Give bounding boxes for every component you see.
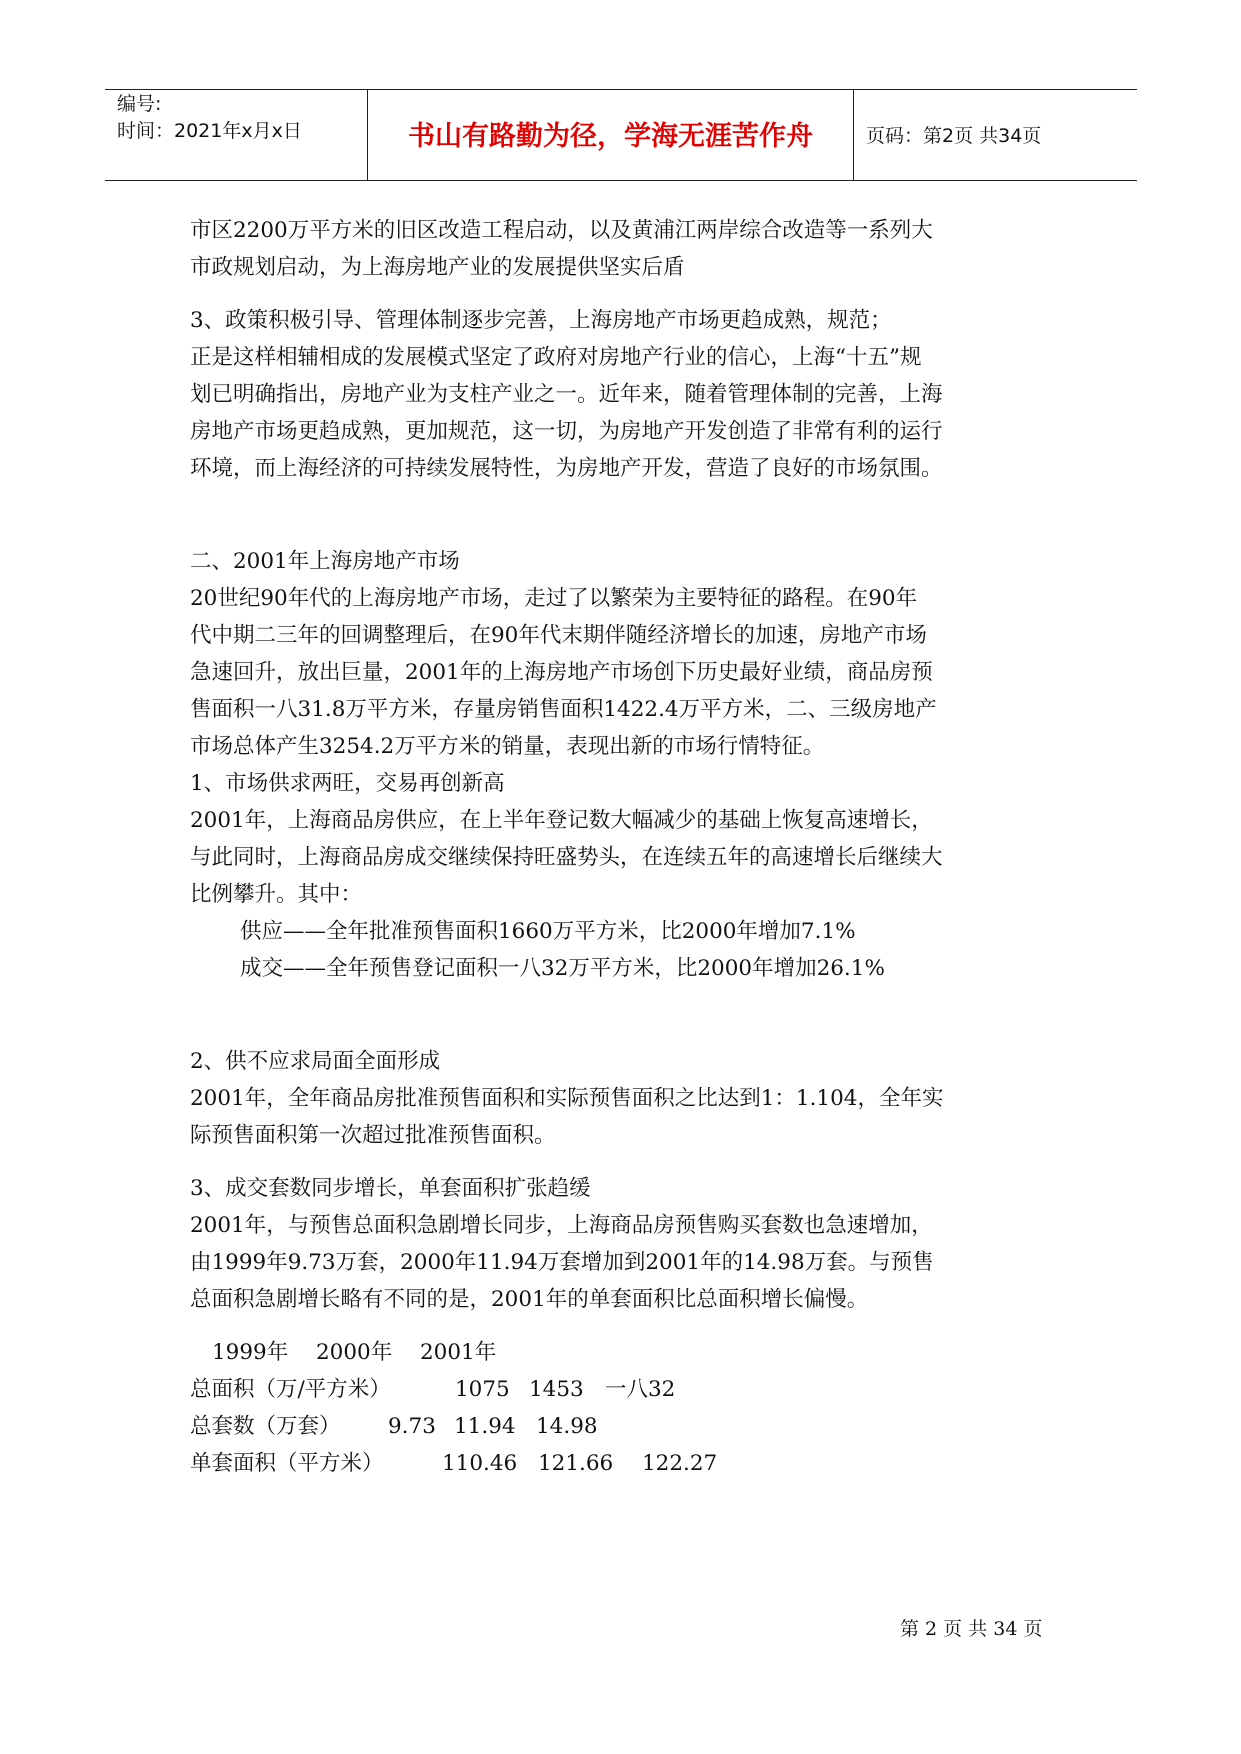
header-motto: 书山有路勤为径，学海无涯苦作舟 (408, 121, 813, 152)
housing-data-table (190, 1334, 1070, 1482)
section-heading: 3、政策积极引导、管理体制逐步完善，上海房地产市场更趋成熟，规范； (190, 308, 892, 333)
paragraph-line: 际预售面积第一次超过批准预售面积。 (190, 1123, 556, 1148)
row-label: 总套数（万套） (190, 1414, 341, 1439)
row-label: 总面积（万/平方米） (190, 1377, 391, 1402)
paragraph-line: 2001年，全年商品房批准预售面积和实际预售面积之比达到1：1.104，全年实 (190, 1086, 944, 1111)
row-value: 121.66 (538, 1451, 614, 1476)
header-meta-cell (105, 90, 368, 180)
row-value: 1453 (529, 1377, 584, 1402)
section-heading: 二、2001年上海房地产市场 (190, 549, 460, 574)
table-row (190, 1445, 1070, 1482)
paragraph-line: 划已明确指出，房地产业为支柱产业之一。近年来，随着管理体制的完善，上海 (190, 382, 943, 407)
header-page-cell (854, 90, 1137, 180)
paragraph-line: 由1999年9.73万套，2000年11.94万套增加到2001年的14.98万套。与预售 (190, 1250, 934, 1275)
row-value: 14.98 (536, 1414, 598, 1439)
paragraph-line: 与此同时，上海商品房成交继续保持旺盛势头，在连续五年的高速增长后继续大 (190, 845, 943, 870)
paragraph-line: 售面积一八31.8万平方米，存量房销售面积1422.4万平方米，二、三级房地产 (190, 697, 937, 722)
subsection-heading: 1、市场供求两旺，交易再创新高 (190, 771, 505, 796)
paragraph-line: 正是这样相辅相成的发展模式坚定了政府对房地产行业的信心，上海“十五”规 (190, 345, 922, 370)
paragraph-line: 20世纪90年代的上海房地产市场，走过了以繁荣为主要特征的路程。在90年 (190, 586, 918, 611)
table-header-row (190, 1334, 1070, 1371)
time-label: 时间：2021年x月x日 (117, 120, 302, 142)
row-value: 9.73 (388, 1414, 436, 1439)
year-column-header: 2001年 (420, 1340, 497, 1365)
paragraph-line: 2001年，上海商品房供应，在上半年登记数大幅减少的基础上恢复高速增长， (190, 808, 933, 833)
paragraph-line: 代中期二三年的回调整理后，在90年代末期伴随经济增长的加速，房地产市场 (190, 623, 927, 648)
paragraph-line: 市政规划启动，为上海房地产业的发展提供坚实后盾 (190, 255, 685, 280)
page-footer: 第 2 页 共 34 页 (900, 1618, 1043, 1640)
paragraph-line: 市场总体产生3254.2万平方米的销量，表现出新的市场行情特征。 (190, 734, 825, 759)
table-row (190, 1371, 1070, 1408)
serial-number-label: 编号: (117, 93, 162, 115)
supply-line: 供应——全年批准预售面积1660万平方米，比2000年增加7.1% (240, 919, 856, 944)
year-column-header: 1999年 (212, 1340, 289, 1365)
paragraph-line: 环境，而上海经济的可持续发展特性，为房地产开发，营造了良好的市场氛围。 (190, 456, 943, 481)
document-header (105, 89, 1137, 181)
subsection-heading: 3、成交套数同步增长，单套面积扩张趋缓 (190, 1176, 591, 1201)
year-column-header: 2000年 (316, 1340, 393, 1365)
deal-line: 成交——全年预售登记面积一八32万平方米，比2000年增加26.1% (240, 956, 885, 981)
row-value: 一八32 (605, 1377, 676, 1402)
row-value: 11.94 (454, 1414, 516, 1439)
paragraph-line: 2001年，与预售总面积急剧增长同步，上海商品房预售购买套数也急速增加， (190, 1213, 933, 1238)
row-value: 1075 (455, 1377, 510, 1402)
row-value: 110.46 (442, 1451, 518, 1476)
paragraph-line: 总面积急剧增长略有不同的是，2001年的单套面积比总面积增长偏慢。 (190, 1287, 869, 1312)
table-row (190, 1408, 1070, 1445)
row-label: 单套面积（平方米） (190, 1451, 384, 1476)
document-body (190, 212, 1070, 1482)
paragraph-line: 市区2200万平方米的旧区改造工程启动，以及黄浦江两岸综合改造等一系列大 (190, 218, 933, 243)
paragraph-line: 急速回升，放出巨量，2001年的上海房地产市场创下历史最好业绩，商品房预 (190, 660, 933, 685)
header-page-number: 页码：第2页 共34页 (866, 125, 1042, 147)
header-motto-cell (368, 90, 854, 180)
paragraph-line: 比例攀升。其中： (190, 882, 363, 907)
subsection-heading: 2、供不应求局面全面形成 (190, 1049, 441, 1074)
row-value: 122.27 (642, 1451, 718, 1476)
paragraph-line: 房地产市场更趋成熟，更加规范，这一切，为房地产开发创造了非常有利的运行 (190, 419, 943, 444)
